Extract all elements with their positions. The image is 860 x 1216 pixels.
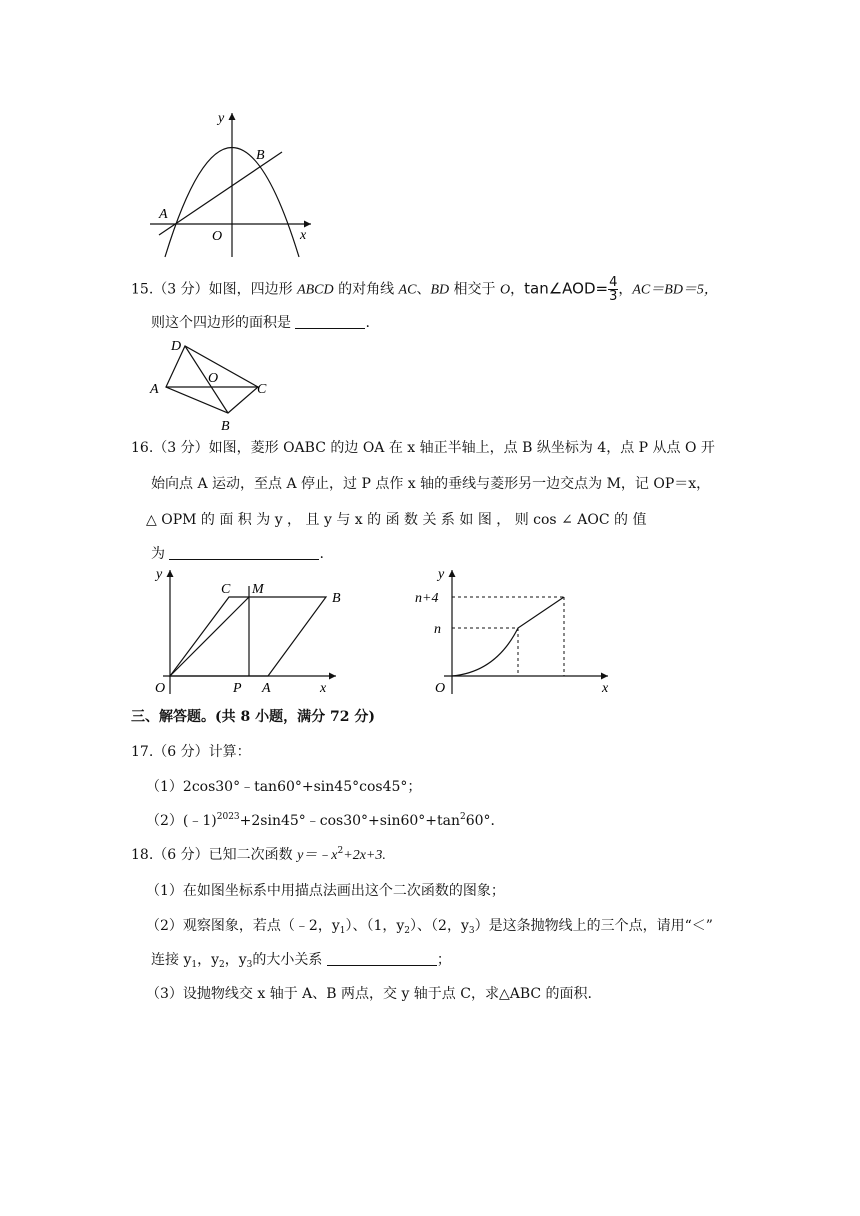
q18-part3: （3）设抛物线交 x 轴于 A、B 两点，交 y 轴于点 C，求△ABC 的面积. <box>146 986 593 1002</box>
q17-part2-a: （2）(﹣1) <box>146 813 217 829</box>
point-b-label: B <box>221 419 230 434</box>
q18-head <box>131 845 386 866</box>
q18-part1: （1）在如图坐标系中用描点法画出这个二次函数的图象； <box>146 883 505 899</box>
x-axis-label: x <box>320 681 327 696</box>
point-b-label: B <box>256 148 265 163</box>
q15-tan-expr: tan∠AOD= <box>524 279 609 298</box>
q15-o: O <box>500 282 511 298</box>
q16-end: . <box>319 546 324 562</box>
q18-p2-b: ）、（1，y <box>345 918 405 934</box>
q15-text4: ， <box>618 281 633 298</box>
q18-p2-e: 连接 y <box>151 952 192 968</box>
point-c-label: C <box>257 382 267 397</box>
q15-text3: 相交于 <box>449 281 501 298</box>
q15-fraction-den: 3 <box>609 289 618 304</box>
q17-part2-c: 60°． <box>465 813 505 829</box>
q15-line1 <box>131 276 718 303</box>
q16-line2 <box>151 474 710 494</box>
origin-label: O <box>155 681 166 696</box>
point-a-label: A <box>150 382 159 397</box>
figure-q14 <box>145 105 320 260</box>
y-axis-label: y <box>438 567 445 582</box>
q18-p2-sub2: 2 <box>404 926 411 936</box>
q17-part2-exp2: 2 <box>460 812 466 822</box>
q18-func-exp: 2 <box>337 846 344 856</box>
q18-p2-f: ，y <box>197 952 220 968</box>
origin-label: O <box>212 229 223 244</box>
q16-line3 <box>146 510 646 530</box>
rhombus-oabc <box>170 597 326 676</box>
diagonal-bd <box>185 346 228 413</box>
q17-part2 <box>146 811 505 831</box>
q18-p2-end: ； <box>436 952 451 968</box>
q18-p2-e-sub1: 1 <box>191 960 198 970</box>
q15-bd: BD <box>430 282 450 298</box>
point-b-label: B <box>332 591 341 606</box>
q17-head: 17.（6 分）计算： <box>131 744 251 760</box>
q16-line4 <box>151 544 324 564</box>
y-axis-label: y <box>218 111 225 126</box>
q17-part2-b: +2sin45°﹣cos30°+sin60°+tan <box>239 813 460 829</box>
q15-line2 <box>151 313 370 333</box>
q15-fraction-num: 4 <box>609 275 618 290</box>
q15-eq: AC＝BD＝5， <box>632 282 718 298</box>
q15-number: 15. <box>131 281 154 298</box>
point-a-label: A <box>159 207 168 222</box>
x-axis-label: x <box>300 228 307 243</box>
label-n-plus-4: n+4 <box>415 591 439 606</box>
point-d-label: D <box>171 339 182 354</box>
q18-p2-a: （2）观察图象，若点（﹣2，y <box>146 918 340 934</box>
section-3-heading: 三、解答题。(共 8 小题，满分 72 分) <box>131 709 375 725</box>
q16-text2: 始向点 A 运动，至点 A 停止，过 P 点作 x 轴的垂线与菱形另一边交点为 M，记 OP＝x， <box>151 476 711 492</box>
q15-text1: 如图，四边形 <box>208 281 298 298</box>
q15-line2-text: 则这个四边形的面积是 <box>151 315 291 331</box>
point-m-label: M <box>252 582 264 597</box>
q15-comma: ， <box>510 281 525 298</box>
origin-label: O <box>435 681 446 696</box>
q18-answer-blank <box>327 951 437 966</box>
label-n: n <box>434 622 441 637</box>
q16-line1 <box>131 438 715 458</box>
q18-p2-g: ，y <box>224 952 247 968</box>
q18-p2-c: ）、（2，y <box>410 918 469 934</box>
q16-number: 16. <box>131 440 154 456</box>
q17-part1: （1）2cos30°﹣tan60°+sin45°cos45°； <box>146 779 422 795</box>
q18-func-b: +2x+3. <box>343 848 386 863</box>
figure-q16-graph <box>382 562 617 702</box>
q18-p2-h: 的大小关系 <box>252 952 323 968</box>
q15-end: . <box>365 315 370 331</box>
x-axis-label: x <box>602 681 609 696</box>
q15-sep: 、 <box>416 281 431 298</box>
segment-om <box>170 597 249 676</box>
q15-abcd: ABCD <box>297 282 334 298</box>
q15-fraction <box>608 276 618 303</box>
q16-text1: （3 分）如图，菱形 OABC 的边 OA 在 x 轴正半轴上，点 B 纵坐标为 4，点 P 从点 O 开 <box>153 440 715 456</box>
q15-score: （3 分） <box>153 281 209 298</box>
q18-func-a: y＝﹣x <box>297 848 338 863</box>
q15-text2: 的对角线 <box>333 281 399 298</box>
q18-p2-sub1: 1 <box>339 926 346 936</box>
q18-p2-sub3: 3 <box>468 926 475 936</box>
point-c-label: C <box>221 582 231 597</box>
q18-p2-g-sub3: 3 <box>246 960 253 970</box>
q16-text3: △ OPM 的 面 积 为 y ， 且 y 与 x 的 函 数 关 系 如 图 ， 则 cos ∠ AOC 的 值 <box>146 512 647 528</box>
q18-p2-d: ）是这条抛物线上的三个点，请用“＜” <box>474 918 713 934</box>
q15-ac: AC <box>398 282 417 298</box>
q16-answer-blank <box>169 545 319 560</box>
point-a-label: A <box>262 681 271 696</box>
line-ab <box>159 152 282 235</box>
q16-text4: 为 <box>151 546 165 562</box>
function-curve <box>452 597 564 676</box>
y-axis-label: y <box>156 567 163 582</box>
q18-p2-f-sub2: 2 <box>219 960 225 970</box>
point-o-label: O <box>208 371 219 386</box>
figure-q15 <box>145 335 275 435</box>
figure-q16-rhombus <box>148 562 348 702</box>
q18-part2-cont <box>151 950 451 970</box>
q18-part2 <box>146 916 713 936</box>
q17-part2-exp: 2023 <box>216 812 240 822</box>
q15-answer-blank <box>295 314 365 329</box>
point-p-label: P <box>233 681 242 696</box>
q18-head-text: 18.（6 分）已知二次函数 <box>131 847 298 863</box>
